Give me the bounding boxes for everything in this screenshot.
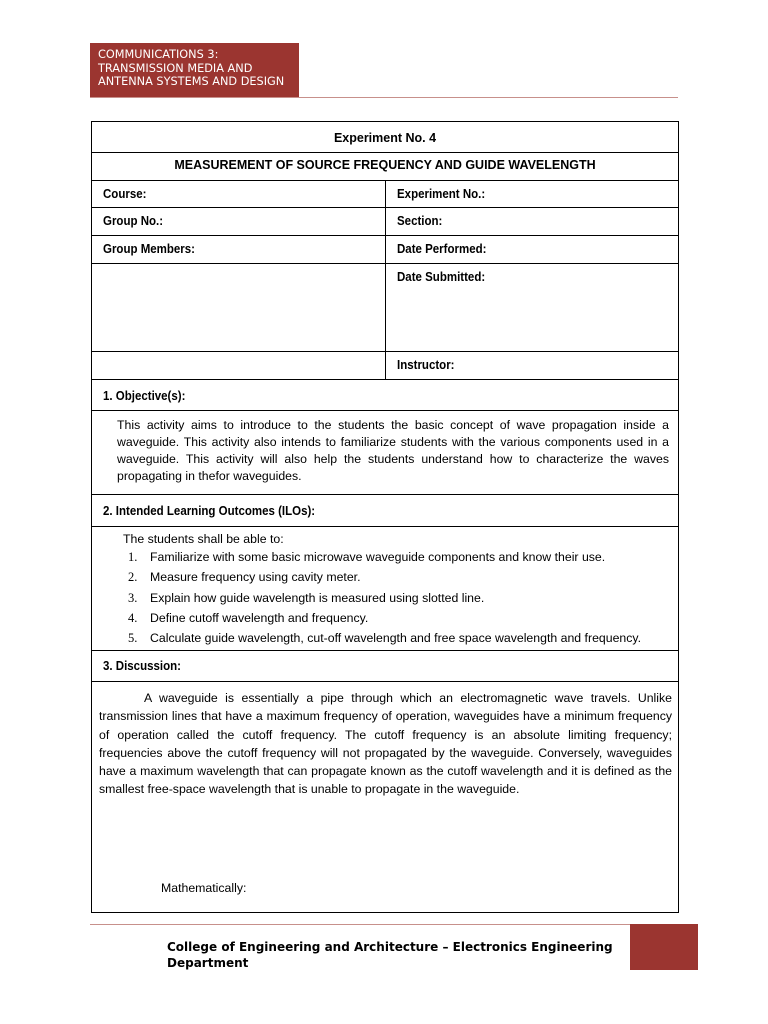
course-header-line-2: TRANSMISSION MEDIA AND [98,61,253,75]
experiment-number: Experiment No. 4 [333,131,437,145]
ilo-item-5: 5. Calculate guide wavelength, cut-off wavelength and free space wavelength and frequency. [128,631,642,646]
objective-heading-row [92,380,678,411]
discussion-heading-row [92,651,678,682]
discussion-body-row [92,682,678,912]
header-rule [90,97,678,98]
ilo-list [128,547,641,648]
date-performed-label: Date Performed: [397,242,487,256]
footer-accent-box [630,924,698,970]
course-header-line-1: COMMUNICATIONS 3: [98,48,219,61]
discussion-heading: 3. Discussion: [103,659,181,673]
form-column-divider [385,181,386,380]
course-label: Course: [103,187,147,201]
experiment-title: MEASUREMENT OF SOURCE FREQUENCY AND GUIDE WAVELENGTH [174,158,596,172]
group-members-label: Group Members: [103,242,196,256]
ilo-heading: 2. Intended Learning Outcomes (ILOs): [103,504,316,518]
objective-heading: 1. Objective(s): [103,389,186,403]
section-label: Section: [397,214,443,228]
date-submitted-label: Date Submitted: [397,270,486,284]
footer-rule [90,924,630,925]
ilo-item-3: 3. Explain how guide wavelength is measured using slotted line. [128,590,485,605]
ilo-list-row [92,527,678,651]
mathematically-label: Mathematically: [161,881,247,895]
experiment-title-row [92,153,678,181]
ilo-item-1: 1. Familiarize with some basic microwave waveguide components and know their use. [128,550,606,564]
ilo-item-2: 2. Measure frequency using cavity meter. [128,570,361,585]
experiment-number-row [92,122,678,153]
experiment-form [91,121,679,913]
ilo-heading-row [92,495,678,527]
discussion-text: A waveguide is essentially a pipe through which an electromagnetic wave travels. Unlike transmission lines that have a maximum frequency of operation, waveguides have a minimum frequency of operation called the cutoff frequency. The cutoff frequency is an absolute limiting frequency; frequencies above the cutoff frequency will not propagated by the waveguide. Conversely, waveguides have a maximum wavelength that can propagate known as the cutoff wavelength and it is defined as the smallest free-space wavelength that is unable to propagate in the waveguide. [99,691,672,797]
ilo-item-4: 4. Define cutoff wavelength and frequency. [128,610,369,625]
objective-text-row [92,411,678,495]
footer-department: College of Engineering and Architecture – Electronics Engineering Department [167,940,613,970]
experiment-no-label: Experiment No.: [397,187,486,201]
ilo-intro: The students shall be able to: [123,532,284,546]
course-header-box [90,43,299,97]
course-header-line-3: ANTENNA SYSTEMS AND DESIGN [98,75,285,88]
objective-text: This activity aims to introduce to the students the basic concept of wave propagation inside a waveguide. This activity also intends to familiarize students with the various components used in a waveguide. This activity will also help the students understand how to characterize the waves propagating in thefor waveguides. [117,418,669,483]
instructor-label: Instructor: [397,358,455,372]
group-no-label: Group No.: [103,214,164,228]
